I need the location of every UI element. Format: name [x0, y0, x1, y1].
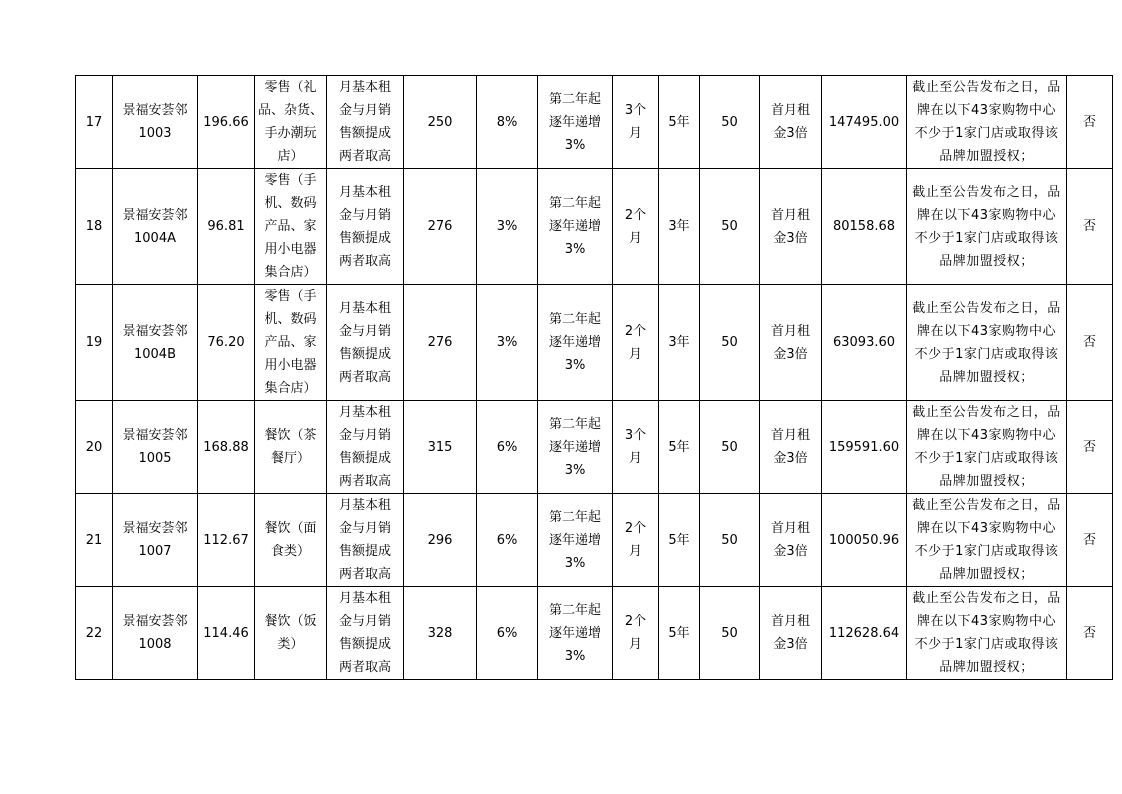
cell-brand-condition-line: 牌在以下43家购物中心 [916, 614, 1057, 629]
cell-flag: 否 [1067, 401, 1113, 494]
cell-rent-mode-line: 月基本租 [338, 184, 391, 200]
cell-first-year-rent: 100050.96 [822, 494, 907, 587]
cell-rent-increase-line: 3% [564, 648, 586, 664]
cell-rent-free-period [613, 76, 659, 169]
cell-brand-condition [907, 285, 1067, 401]
cell-rent-mode-line: 两者取高 [338, 253, 391, 269]
cell-first-year-rent: 80158.68 [822, 169, 907, 285]
cell-base-rent: 328 [404, 587, 477, 680]
cell-rent-mode-line: 月基本租 [338, 498, 391, 513]
cell-rent-mode-line: 金与月销 [338, 207, 391, 223]
cell-brand-condition-line: 品牌加盟授权； [939, 660, 1034, 675]
cell-rent-mode-line: 售额提成 [338, 126, 391, 141]
cell-rent-free-period-line: 月 [628, 346, 642, 362]
cell-rent-mode [327, 401, 404, 494]
cell-rent-increase [538, 169, 613, 285]
cell-lease-term: 5年 [659, 76, 700, 169]
cell-rent-mode-line: 月基本租 [338, 591, 391, 606]
cell-rent-increase [538, 76, 613, 169]
cell-rent-free-period-line: 月 [628, 451, 642, 466]
cell-rent-free-period [613, 401, 659, 494]
cell-first-year-rent: 147495.00 [822, 76, 907, 169]
cell-flag: 否 [1067, 285, 1113, 401]
cell-base-rent: 315 [404, 401, 477, 494]
cell-unit-code-line: 景福安荟邻 [122, 207, 188, 223]
cell-brand-condition-line: 截止至公告发布之日，品 [912, 405, 1061, 420]
cell-rent-mode [327, 76, 404, 169]
cell-commission-rate: 6% [477, 401, 538, 494]
cell-rent-increase [538, 587, 613, 680]
cell-business-use-line: 集合店） [264, 265, 317, 280]
cell-deposit-line: 首月租 [770, 323, 810, 339]
cell-flag: 否 [1067, 494, 1113, 587]
cell-area: 114.46 [198, 587, 255, 680]
table-row [76, 494, 1113, 587]
cell-deposit [760, 494, 822, 587]
cell-unit-code-line: 景福安荟邻 [122, 521, 188, 536]
cell-rent-mode-line: 售额提成 [338, 637, 391, 652]
cell-management-fee: 50 [700, 76, 760, 169]
cell-rent-mode-line: 金与月销 [338, 103, 391, 118]
cell-lease-term: 3年 [659, 285, 700, 401]
cell-rent-free-period [613, 587, 659, 680]
cell-unit-code-line: 1005 [138, 451, 172, 466]
cell-business-use-line: 类） [277, 637, 304, 652]
cell-commission-rate: 6% [477, 587, 538, 680]
cell-commission-rate: 6% [477, 494, 538, 587]
cell-area: 196.66 [198, 76, 255, 169]
cell-rent-mode-line: 金与月销 [338, 614, 391, 629]
cell-deposit-line: 首月租 [770, 207, 810, 223]
cell-brand-condition-line: 不少于1家门店或取得该 [914, 126, 1059, 141]
cell-brand-condition-line: 截止至公告发布之日，品 [912, 498, 1061, 513]
cell-deposit-line: 金3倍 [773, 637, 808, 652]
cell-deposit-line: 金3倍 [773, 346, 808, 362]
cell-business-use [255, 587, 327, 680]
cell-unit-code [113, 285, 198, 401]
cell-flag: 否 [1067, 76, 1113, 169]
cell-commission-rate: 8% [477, 76, 538, 169]
cell-brand-condition-line: 不少于1家门店或取得该 [914, 544, 1059, 559]
cell-management-fee: 50 [700, 494, 760, 587]
cell-rent-mode-line: 两者取高 [338, 369, 391, 385]
cell-unit-code-line: 1004A [134, 230, 176, 246]
cell-unit-code [113, 494, 198, 587]
cell-row-number: 21 [76, 494, 113, 587]
cell-rent-mode-line: 月基本租 [338, 405, 391, 420]
cell-rent-mode-line: 售额提成 [338, 230, 391, 246]
cell-rent-increase-line: 逐年递增 [548, 439, 601, 455]
cell-brand-condition-line: 牌在以下43家购物中心 [916, 103, 1057, 118]
cell-rent-mode-line: 月基本租 [338, 80, 391, 95]
cell-brand-condition [907, 494, 1067, 587]
cell-first-year-rent: 112628.64 [822, 587, 907, 680]
cell-rent-free-period-line: 2个 [624, 614, 647, 629]
cell-unit-code [113, 169, 198, 285]
cell-area: 168.88 [198, 401, 255, 494]
cell-area: 76.20 [198, 285, 255, 401]
cell-brand-condition [907, 401, 1067, 494]
cell-base-rent: 276 [404, 169, 477, 285]
cell-business-use [255, 169, 327, 285]
cell-first-year-rent: 159591.60 [822, 401, 907, 494]
cell-business-use-line: 用小电器 [264, 358, 317, 373]
cell-brand-condition-line: 品牌加盟授权； [939, 253, 1034, 269]
cell-deposit-line: 首月租 [770, 103, 810, 118]
cell-area: 96.81 [198, 169, 255, 285]
cell-business-use-line: 手办潮玩 [264, 126, 317, 141]
cell-rent-increase-line: 逐年递增 [548, 114, 601, 130]
cell-area: 112.67 [198, 494, 255, 587]
cell-row-number: 19 [76, 285, 113, 401]
cell-rent-mode-line: 两者取高 [338, 474, 391, 489]
cell-deposit-line: 金3倍 [773, 230, 808, 246]
cell-business-use-line: 零售（手 [264, 173, 317, 188]
table-row [76, 76, 1113, 169]
cell-business-use-line: 产品、家 [264, 335, 317, 350]
cell-brand-condition-line: 不少于1家门店或取得该 [914, 637, 1059, 652]
cell-rent-mode-line: 金与月销 [338, 521, 391, 536]
cell-rent-mode-line: 售额提成 [338, 544, 391, 559]
cell-brand-condition [907, 169, 1067, 285]
cell-base-rent: 276 [404, 285, 477, 401]
cell-brand-condition-line: 截止至公告发布之日，品 [912, 80, 1061, 95]
table-row [76, 169, 1113, 285]
cell-deposit-line: 首月租 [770, 521, 810, 536]
cell-management-fee: 50 [700, 285, 760, 401]
cell-rent-free-period-line: 月 [628, 637, 642, 652]
cell-brand-condition-line: 牌在以下43家购物中心 [916, 521, 1057, 536]
table-row [76, 401, 1113, 494]
cell-rent-increase-line: 3% [564, 462, 586, 478]
cell-management-fee: 50 [700, 587, 760, 680]
cell-business-use-line: 食类） [270, 544, 310, 559]
cell-business-use-line: 集合店） [264, 381, 317, 396]
cell-unit-code-line: 1007 [138, 544, 172, 559]
cell-commission-rate: 3% [477, 285, 538, 401]
cell-unit-code [113, 587, 198, 680]
cell-brand-condition-line: 牌在以下43家购物中心 [916, 428, 1057, 443]
cell-rent-increase-line: 逐年递增 [548, 219, 601, 234]
cell-brand-condition-line: 牌在以下43家购物中心 [916, 323, 1057, 339]
cell-business-use-line: 用小电器 [264, 242, 317, 257]
cell-rent-increase [538, 285, 613, 401]
cell-unit-code-line: 1008 [138, 637, 172, 652]
cell-deposit-line: 首月租 [770, 428, 810, 443]
cell-row-number: 20 [76, 401, 113, 494]
cell-unit-code-line: 景福安荟邻 [122, 428, 188, 443]
cell-unit-code-line: 1003 [138, 126, 172, 141]
cell-rent-mode-line: 售额提成 [338, 346, 391, 362]
cell-rent-free-period [613, 494, 659, 587]
cell-rent-increase-line: 第二年起 [548, 312, 601, 327]
cell-rent-free-period-line: 月 [628, 126, 642, 141]
cell-brand-condition-line: 品牌加盟授权； [939, 474, 1034, 489]
cell-business-use [255, 285, 327, 401]
cell-deposit-line: 金3倍 [773, 126, 808, 141]
cell-business-use-line: 机、数码 [264, 312, 317, 327]
cell-row-number: 17 [76, 76, 113, 169]
cell-row-number: 18 [76, 169, 113, 285]
cell-rent-mode [327, 285, 404, 401]
cell-rent-free-period-line: 3个 [624, 428, 647, 443]
cell-unit-code [113, 401, 198, 494]
cell-rent-increase-line: 逐年递增 [548, 625, 601, 641]
cell-rent-free-period-line: 月 [628, 544, 642, 559]
cell-base-rent: 250 [404, 76, 477, 169]
cell-rent-free-period-line: 3个 [624, 103, 647, 118]
cell-deposit [760, 401, 822, 494]
cell-rent-increase-line: 逐年递增 [548, 335, 601, 350]
cell-rent-free-period [613, 285, 659, 401]
cell-lease-term: 5年 [659, 587, 700, 680]
cell-management-fee: 50 [700, 401, 760, 494]
cell-rent-increase-line: 第二年起 [548, 602, 601, 618]
cell-business-use-line: 餐饮（饭 [264, 614, 317, 629]
cell-rent-mode-line: 两者取高 [338, 149, 391, 164]
cell-deposit-line: 金3倍 [773, 451, 808, 466]
cell-business-use [255, 401, 327, 494]
cell-commission-rate: 3% [477, 169, 538, 285]
cell-brand-condition-line: 截止至公告发布之日，品 [912, 591, 1061, 606]
cell-rent-increase-line: 第二年起 [548, 509, 601, 525]
cell-rent-increase-line: 3% [564, 358, 586, 373]
cell-rent-mode-line: 售额提成 [338, 451, 391, 466]
cell-brand-condition-line: 品牌加盟授权； [939, 369, 1034, 385]
cell-brand-condition-line: 不少于1家门店或取得该 [914, 346, 1059, 362]
cell-rent-increase-line: 第二年起 [548, 91, 601, 107]
cell-business-use [255, 494, 327, 587]
table-body [76, 76, 1113, 680]
cell-brand-condition-line: 不少于1家门店或取得该 [914, 451, 1059, 466]
cell-deposit [760, 76, 822, 169]
cell-rent-free-period-line: 2个 [624, 323, 647, 339]
cell-lease-term: 5年 [659, 494, 700, 587]
cell-business-use-line: 机、数码 [264, 196, 317, 211]
cell-unit-code-line: 景福安荟邻 [122, 323, 188, 339]
cell-deposit [760, 587, 822, 680]
cell-brand-condition [907, 76, 1067, 169]
cell-rent-mode-line: 两者取高 [338, 567, 391, 582]
cell-base-rent: 296 [404, 494, 477, 587]
cell-rent-increase [538, 494, 613, 587]
cell-rent-free-period-line: 月 [628, 230, 642, 246]
cell-rent-increase-line: 3% [564, 137, 586, 153]
cell-rent-increase [538, 401, 613, 494]
cell-business-use-line: 产品、家 [264, 219, 317, 234]
cell-rent-mode-line: 金与月销 [338, 323, 391, 339]
cell-rent-increase-line: 第二年起 [548, 196, 601, 211]
cell-lease-term: 3年 [659, 169, 700, 285]
cell-rent-mode-line: 月基本租 [338, 300, 391, 316]
cell-deposit-line: 首月租 [770, 614, 810, 629]
cell-business-use-line: 餐厅） [270, 451, 310, 466]
cell-unit-code-line: 景福安荟邻 [122, 614, 188, 629]
cell-brand-condition-line: 截止至公告发布之日，品 [912, 184, 1061, 200]
cell-rent-mode [327, 587, 404, 680]
cell-rent-increase-line: 第二年起 [548, 416, 601, 432]
cell-rent-increase-line: 3% [564, 555, 586, 571]
cell-brand-condition [907, 587, 1067, 680]
cell-rent-increase-line: 3% [564, 242, 586, 257]
cell-business-use-line: 店） [277, 149, 304, 164]
cell-lease-term: 5年 [659, 401, 700, 494]
cell-rent-mode-line: 两者取高 [338, 660, 391, 675]
lease-table [75, 75, 1113, 680]
cell-first-year-rent: 63093.60 [822, 285, 907, 401]
cell-business-use-line: 零售（手 [264, 289, 317, 304]
cell-deposit-line: 金3倍 [773, 544, 808, 559]
cell-unit-code-line: 景福安荟邻 [122, 103, 188, 118]
cell-brand-condition-line: 不少于1家门店或取得该 [914, 230, 1059, 246]
table-row [76, 587, 1113, 680]
cell-rent-mode [327, 494, 404, 587]
cell-business-use-line: 餐饮（茶 [264, 428, 317, 443]
cell-rent-free-period-line: 2个 [624, 521, 647, 536]
cell-management-fee: 50 [700, 169, 760, 285]
cell-flag: 否 [1067, 169, 1113, 285]
cell-business-use-line: 品、杂货、 [257, 103, 323, 118]
cell-rent-increase-line: 逐年递增 [548, 532, 601, 548]
cell-brand-condition-line: 品牌加盟授权； [939, 149, 1034, 164]
cell-business-use-line: 零售（礼 [264, 80, 317, 95]
cell-brand-condition-line: 截止至公告发布之日，品 [912, 300, 1061, 316]
cell-rent-mode-line: 金与月销 [338, 428, 391, 443]
cell-business-use [255, 76, 327, 169]
cell-row-number: 22 [76, 587, 113, 680]
table-row [76, 285, 1113, 401]
cell-rent-mode [327, 169, 404, 285]
cell-rent-free-period [613, 169, 659, 285]
cell-brand-condition-line: 品牌加盟授权； [939, 567, 1034, 582]
cell-unit-code [113, 76, 198, 169]
cell-rent-free-period-line: 2个 [624, 207, 647, 223]
cell-deposit [760, 169, 822, 285]
cell-unit-code-line: 1004B [133, 346, 176, 362]
cell-brand-condition-line: 牌在以下43家购物中心 [916, 207, 1057, 223]
cell-flag: 否 [1067, 587, 1113, 680]
cell-business-use-line: 餐饮（面 [264, 521, 317, 536]
cell-deposit [760, 285, 822, 401]
